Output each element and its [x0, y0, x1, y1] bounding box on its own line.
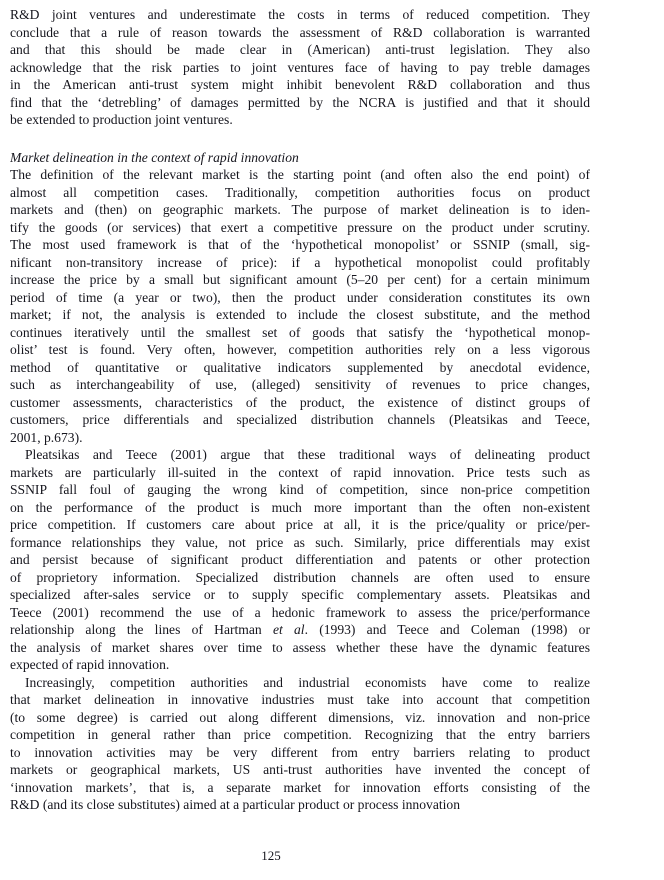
paragraph [10, 6, 590, 129]
text-line: of proprietory information. Specialized distribution channels are often used to ensure [10, 569, 590, 585]
text-line: continues iteratively until the smallest set of goods that satisfy the ‘hypothetical monop- [10, 324, 590, 340]
text-line: on the performance of the product is much more important than the often non-existent [10, 499, 590, 515]
text-line: conclude that a rule of reason towards the assessment of R&D collaboration is warranted [10, 24, 590, 40]
text-line: Pleatsikas and Teece (2001) argue that these traditional ways of delineating product [25, 447, 590, 462]
text-line: market; if not, the analysis is extended to include the closest substitute, and the method [10, 307, 590, 322]
paragraph [10, 166, 590, 446]
text-line: SSNIP fall foul of gauging the wrong kind of competition, since non-price competition [10, 482, 590, 497]
text-line: markets or geographical markets, US anti-trust authorities have invented the concept of [10, 762, 590, 777]
text-line: nificant non-transitory increase of price): if a hypothetical monopolist could profitably [10, 254, 590, 270]
section-heading [10, 149, 590, 167]
text-line: acknowledge that the risk parties to joint ventures face of having to pay treble damages [10, 59, 590, 75]
text-line: customers, price differentials and specialized distribution channels (Pleatsikas and Teece, [10, 412, 590, 427]
text-line: almost all competition cases. Traditionally, competition authorities focus on product [10, 184, 590, 200]
text-line: formance relationships they value, not price as such. Similarly, price differentials may exist [10, 534, 590, 550]
text-line: tify the goods (or services) that exert a competitive pressure on the product under scrutiny. [10, 219, 590, 235]
text-line: markets are particularly ill-suited in the context of rapid innovation. Price tests such as [10, 464, 590, 480]
text-line: R&D (and its close substitutes) aimed at a particular product or process innovation [10, 797, 460, 812]
text-line: competition in general rather than price competition. Recognizing that the entry barriers [10, 727, 590, 742]
text-line: customer assessments, characteristics of the product, the existence of distinct groups of [10, 394, 590, 410]
heading-line: Market delineation in the context of rapid innovation [10, 149, 299, 165]
text-column [10, 6, 590, 814]
text-line: find that the ‘detrebling’ of damages permitted by the NCRA is justified and that it should [10, 94, 590, 110]
text-line: markets and (then) on geographic markets. The purpose of market delineation is to iden- [10, 202, 590, 217]
text-line: R&D joint ventures and underestimate the costs in terms of reduced competition. They [10, 7, 590, 22]
paragraph [10, 674, 590, 814]
text-line: olist’ test is found. Very often, however, competition authorities rely on a less vigorous [10, 342, 590, 357]
text-line: The definition of the relevant market is the starting point (and often also the end point) of [10, 167, 590, 182]
page-number: 125 [261, 848, 281, 863]
text-line: such as interchangeability of use, (alleged) sensitivity of revenues to price changes, [10, 377, 590, 392]
text-line: The most used framework is that of the ‘hypothetical monopolist’ or SSNIP (small, sig- [10, 237, 590, 252]
text-line: method of quantitative or qualitative indicators supplemented by anecdotal evidence, [10, 359, 590, 375]
text-line: to innovation activities may be very different from entry barriers relating to product [10, 744, 590, 760]
text-line: the analysis of market shares over time to assess whether these have the dynamic features [10, 639, 590, 655]
text-line: relationship along the lines of Hartman et al. (1993) and Teece and Coleman (1998) or [10, 622, 590, 637]
text-line: period of time (a year or two), then the product under consideration constitutes its own [10, 289, 590, 305]
paragraph [10, 446, 590, 674]
text-line: be extended to production joint ventures. [10, 112, 233, 127]
text-line: (to some degree) is carried out along different dimensions, viz. innovation and non-price [10, 709, 590, 725]
text-line: Increasingly, competition authorities and industrial economists have come to realize [25, 674, 590, 690]
text-line: expected of rapid innovation. [10, 657, 170, 672]
text-line: in the American anti-trust system might inhibit benevolent R&D collaboration and thus [10, 77, 590, 92]
text-line: that market delineation in innovative industries must take into account that competition [10, 692, 590, 707]
text-line: and that this should be made clear in (American) anti-trust legislation. They also [10, 42, 590, 57]
italic-phrase: et al [272, 622, 305, 637]
text-line: Teece (2001) recommend the use of a hedonic framework to assess the price/performance [10, 604, 590, 620]
text-line: and persist because of significant product differentiation and patents or other protection [10, 552, 590, 567]
text-line: ‘innovation markets’, that is, a separate market for innovation efforts consisting of the [10, 779, 590, 795]
text-line: price competition. If customers care about price at all, it is the price/quality or price/per- [10, 517, 590, 532]
text-line: specialized after-sales service or to supply specific complementary assets. Pleatsikas and [10, 587, 590, 602]
text-line: increase the price by a small but significant amount (5–20 per cent) for a certain minimum [10, 272, 590, 287]
text-line: 2001, p.673). [10, 429, 83, 445]
